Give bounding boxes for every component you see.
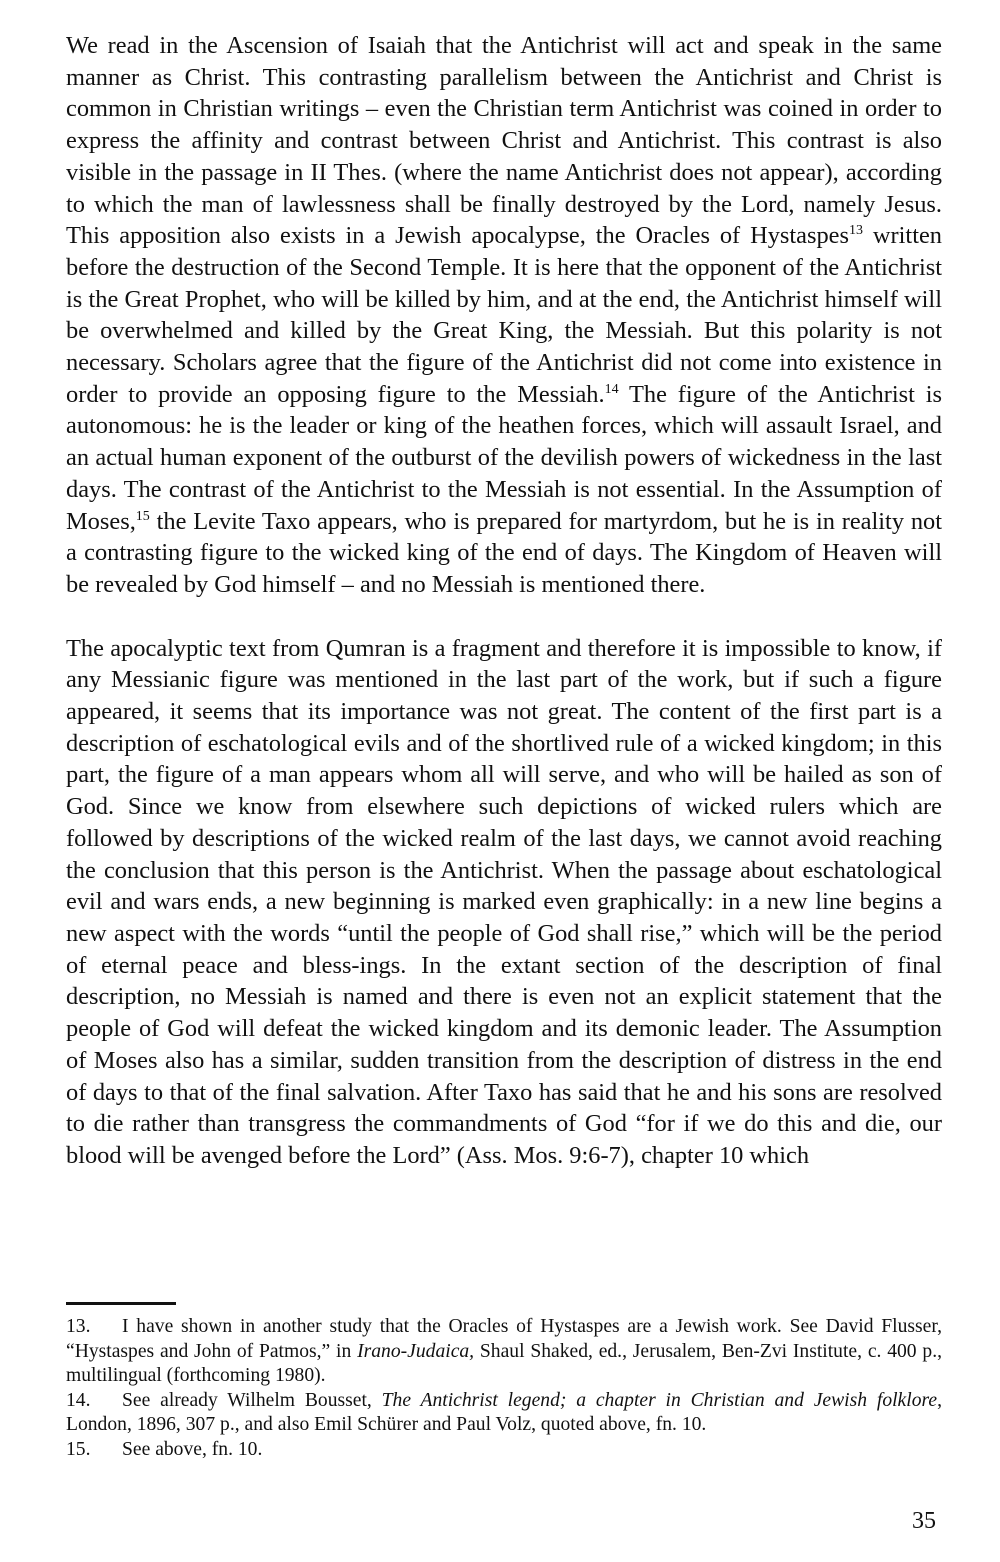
main-text: [66, 30, 942, 1172]
footnote-15: 15. See above, fn. 10.: [66, 1438, 263, 1460]
footnote-ref-15: 15: [135, 508, 150, 524]
page-number: 35: [912, 1508, 936, 1534]
footnote-rule: [66, 1302, 176, 1305]
footnote-14: 14. See already Wilhelm Bousset, The Antichrist legend; a chapter in Christian and Jewish folklore, London, 1896, 307 p., and also Emil Schürer and Paul Volz, quoted above, fn. 10.: [66, 1389, 942, 1436]
paragraph-2: The apocalyptic text from Qumran is a fragment and therefore it is impossible to know, if any Messianic figure was mentioned in the last part of the work, but if such a figure appeared, it seems that its importance was not great. The content of the first part is a description of eschatological evils and of the shortlived rule of a wicked kingdom; in this part, the figure of a man appears whom all will serve, and who will be hailed as son of God. Since we know from elsewhere such depictions of wicked rulers which are followed by descriptions of the wicked realm of the last days, we cannot avoid reaching the conclusion that this person is the Antichrist. When the passage about eschatological evil and wars ends, a new beginning is marked even graphically: in a new line begins a new aspect with the words “until the people of God shall rise,” which will be the period of eternal peace and bless-ings. In the extant section of the description of final description, no Messiah is named and there is even not an explicit statement that the people of God will defeat the wicked kingdom and its demonic leader. The Assumption of Moses also has a similar, sudden transition from the description of distress in the end of days to that of the final salvation. After Taxo has said that he and his sons are resolved to die rather than transgress the commandments of God “for if we do this and die, our blood will be avenged before the Lord” (Ass. Mos. 9:6-7), chapter 10 which: [66, 634, 942, 1169]
footnote-13: 13. I have shown in another study that the Oracles of Hystaspes are a Jewish work. See David Flusser, “Hystaspes and John of Patmos,” in Irano-Judaica, Shaul Shaked, ed., Jerusalem, Ben-Zvi Institute, c. 400 p., multilingual (forthcoming 1980).: [66, 1316, 942, 1387]
footnote-ref-14: 14: [604, 381, 619, 397]
paragraph-1: We read in the Ascension of Isaiah that the Antichrist will act and speak in the same manner as Christ. This contrasting parallelism between the Antichrist and Christ is common in Christian writings – even the Christian term Antichrist was coined in order to express the affinity and contrast between Christ and Antichrist. This contrast is also visible in the passage in II Thes. (where the name Antichrist does not appear), according to which the man of lawlessness shall be finally destroyed by the Lord, namely Jesus. This apposition also exists in a Jewish apocalypse, the Oracles of Hystaspes$^{13}$ written before the destruction of the Second Temple. It is here that the opponent of the Antichrist is the Great Prophet, who will be killed by him, and at the end, the Antichrist himself will be overwhelmed and killed by the Great King, the Messiah. But this polarity is not necessary. Scholars agree that the figure of the Antichrist did not come into existence in order to provide an opposing figure to the Messiah.$^{14}$ The figure of the Antichrist is autonomous: he is the leader or king of the heathen forces, which will assault Israel, and an actual human exponent of the outburst of the devilish powers of wickedness in the last days. The contrast of the Antichrist to the Messiah is not essential. In the Assumption of Moses,$^{15}$ the Levite Taxo appears, who is prepared for martyrdom, but he is in reality not a contrasting figure to the wicked king of the end of days. The Kingdom of Heaven will be revealed by God himself – and no Messiah is mentioned there.: [66, 32, 942, 598]
footnote-ref-13: 13: [849, 223, 863, 239]
footnotes: [66, 1315, 942, 1463]
